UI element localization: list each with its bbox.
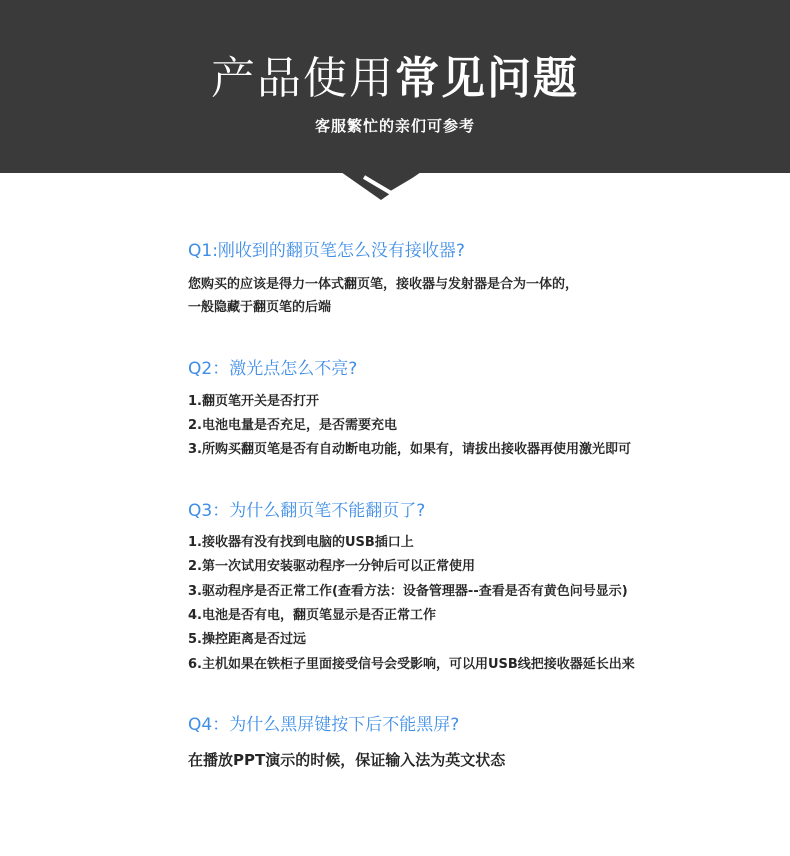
faq-answer-line: 您购买的应该是得力一体式翻页笔，接收器与发射器是合为一体的， bbox=[188, 277, 579, 292]
faq-question-4: Q4：为什么黑屏键按下后不能黑屏? bbox=[188, 715, 460, 735]
faq-answer-line: 6.主机如果在铁柜子里面接受信号会受影响，可以用USB线把接收器延长出来 bbox=[188, 657, 635, 672]
faq-answer-line: 4.电池是否有电，翻页笔显示是否正常工作 bbox=[188, 608, 436, 623]
faq-answer-line: 在播放PPT演示的时候，保证输入法为英文状态 bbox=[188, 751, 506, 769]
faq-answer-line: 3.驱动程序是否正常工作(查看方法：设备管理器--查看是否有黄色问号显示) bbox=[188, 584, 628, 599]
faq-answer-line: 3.所购买翻页笔是否有自动断电功能，如果有，请拔出接收器再使用激光即可 bbox=[188, 442, 631, 457]
page-title bbox=[0, 52, 790, 106]
faq-question-1: Q1:刚收到的翻页笔怎么没有接收器? bbox=[188, 241, 465, 261]
faq-question-2: Q2：激光点怎么不亮? bbox=[188, 359, 358, 379]
faq-answer-line: 2.电池电量是否充足，是否需要充电 bbox=[188, 418, 397, 433]
faq-answer-line: 5.操控距离是否过远 bbox=[188, 632, 306, 647]
faq-answer-line: 1.翻页笔开关是否打开 bbox=[188, 394, 319, 409]
faq-answer-line: 一般隐藏于翻页笔的后端 bbox=[188, 300, 332, 315]
faq-answer-line: 2.第一次试用安装驱动程序一分钟后可以正常使用 bbox=[188, 559, 475, 574]
page-subtitle: 客服繁忙的亲们可参考 bbox=[314, 117, 475, 135]
page-title-bold: 常见问题 bbox=[395, 53, 579, 104]
faq-question-3: Q3：为什么翻页笔不能翻页了? bbox=[188, 501, 426, 521]
header-banner bbox=[0, 0, 790, 173]
chevron-down-icon bbox=[354, 171, 436, 203]
faq-answer-line: 1.接收器有没有找到电脑的USB插口上 bbox=[188, 535, 414, 550]
page-title-light: 产品使用 bbox=[211, 53, 395, 104]
